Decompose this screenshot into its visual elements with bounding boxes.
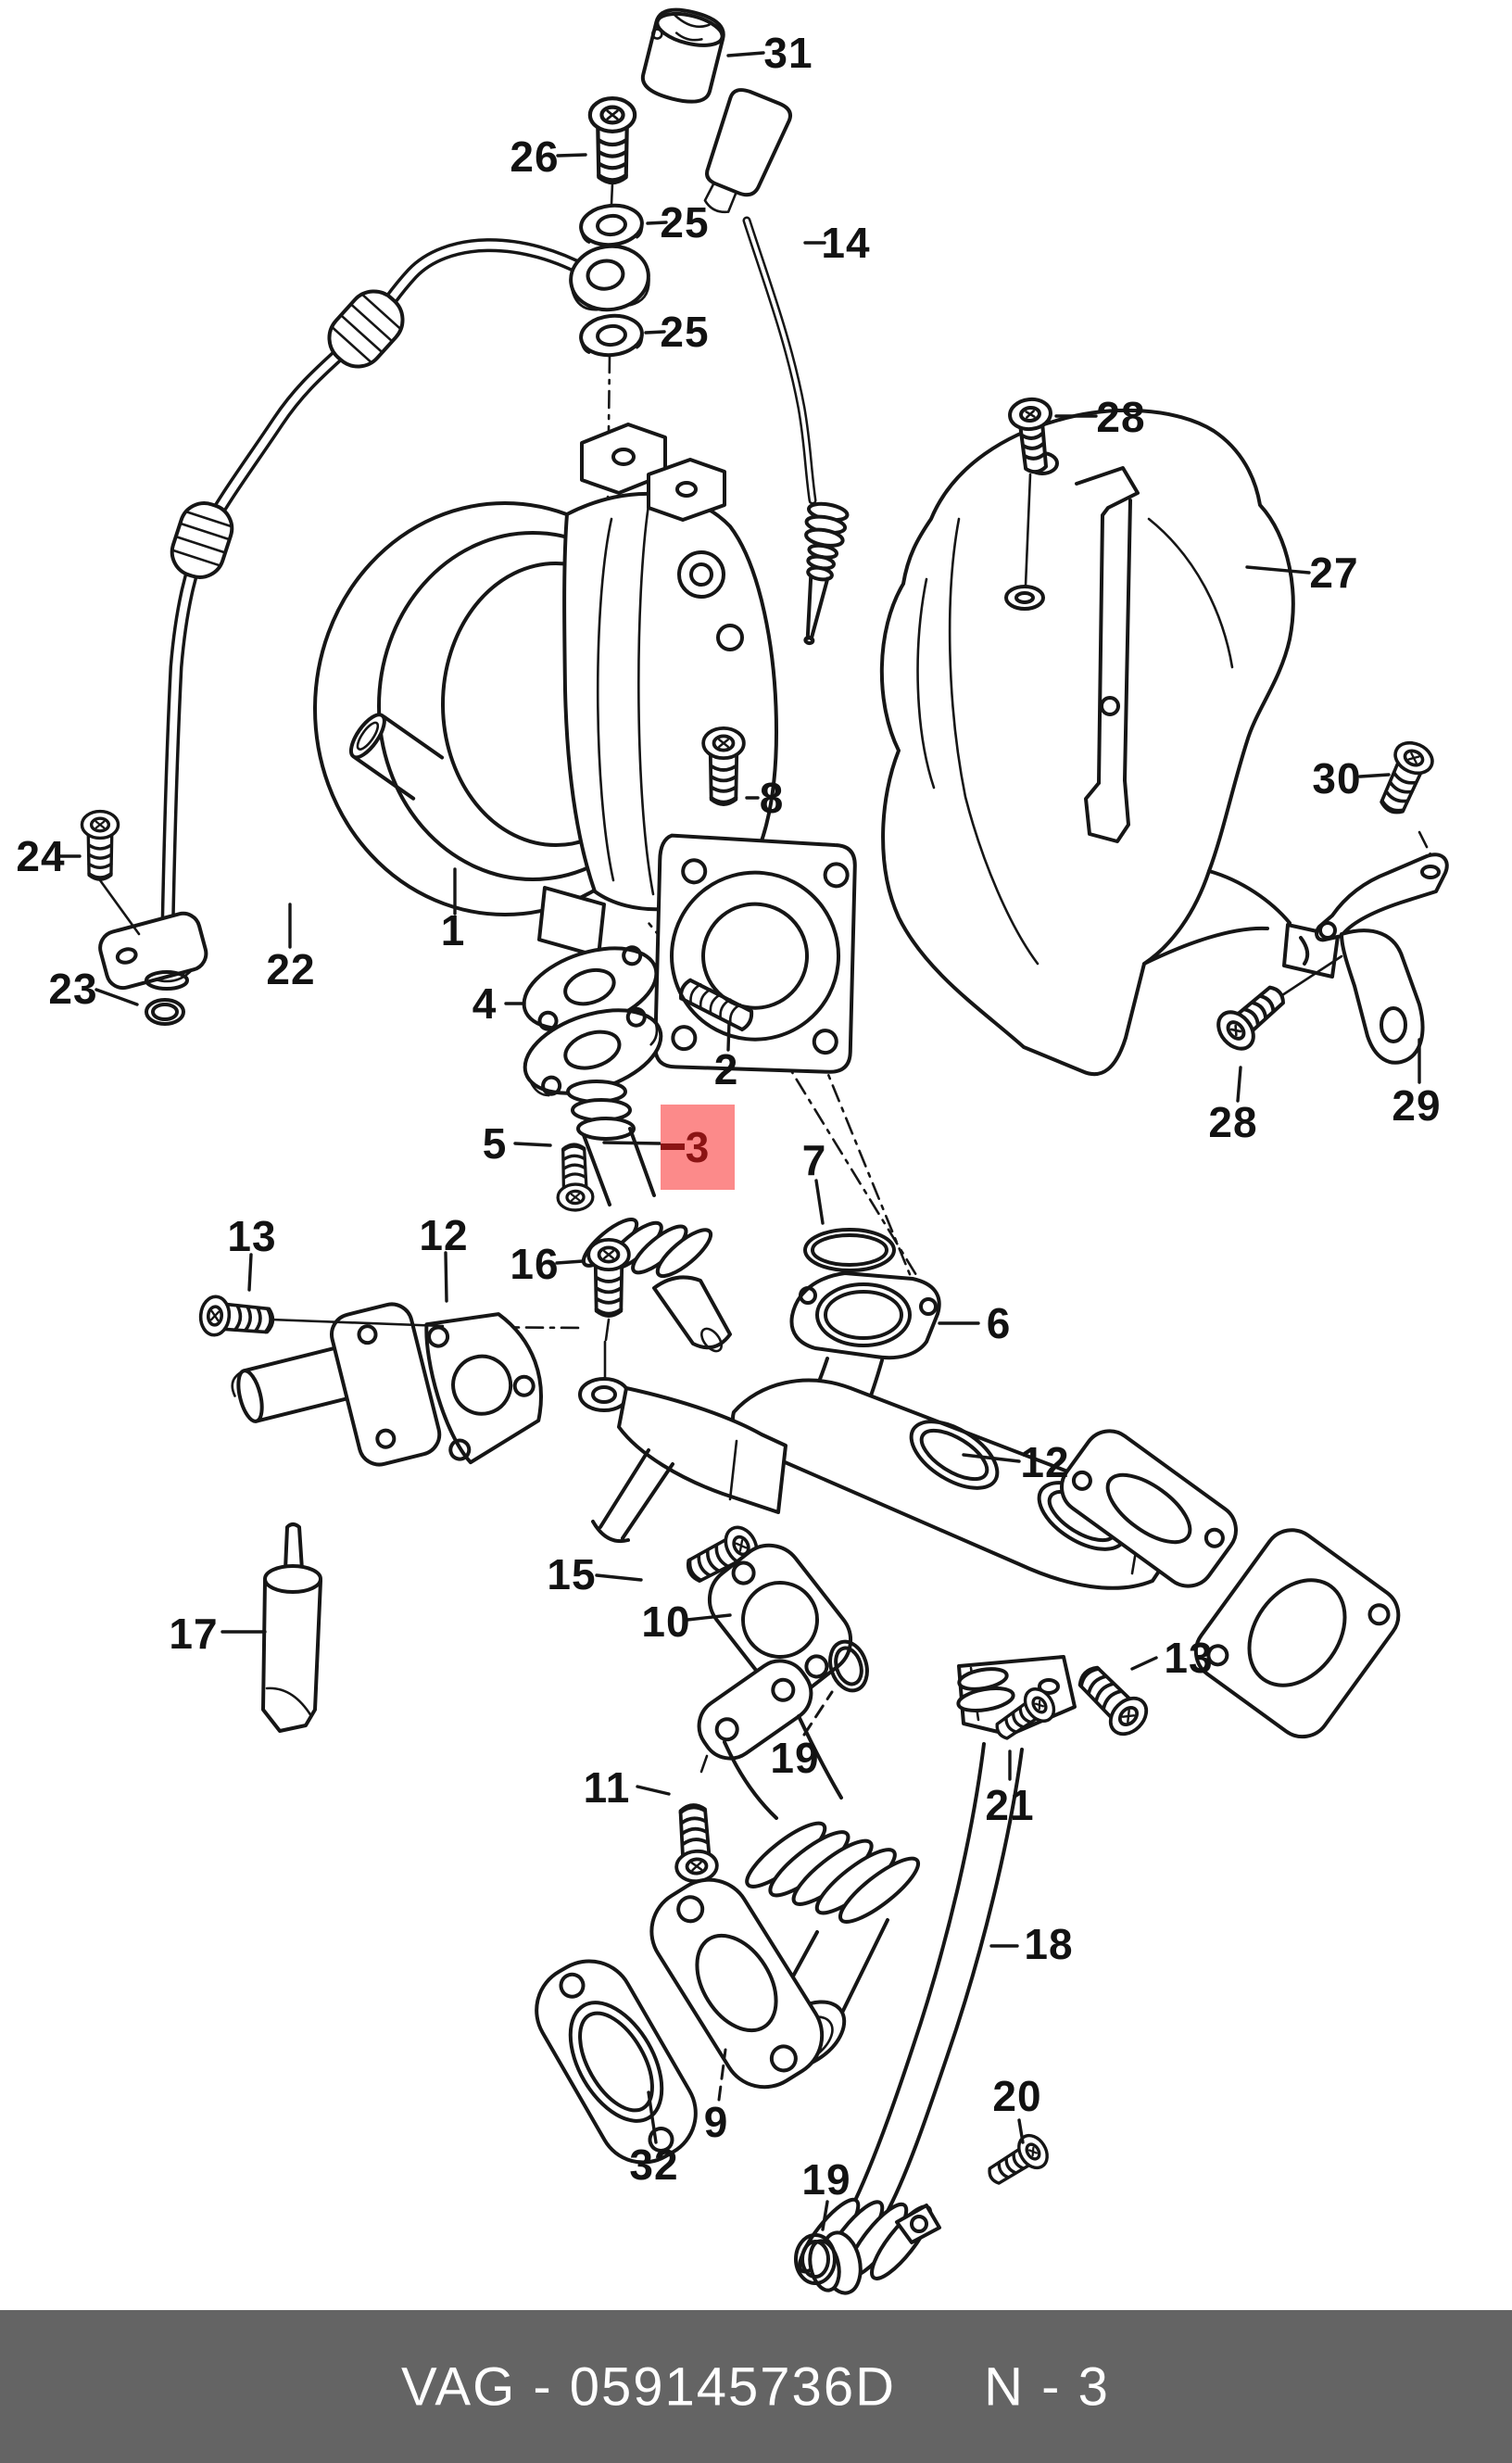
callout-3-18: 3	[661, 1105, 735, 1190]
callout-19-29: 19	[770, 1734, 820, 1782]
footer-bar	[0, 2310, 1512, 2463]
callout-25-4: 25	[660, 308, 710, 356]
callout-13-20: 13	[227, 1212, 277, 1260]
callout-14-3: 14	[821, 219, 871, 267]
callout-19-36: 19	[801, 2155, 851, 2204]
callout-5-17: 5	[482, 1119, 508, 1168]
page-number: N - 3	[984, 2356, 1110, 2417]
callout-13-28: 13	[1164, 1634, 1214, 1682]
callout-31-0: 31	[763, 29, 813, 77]
callout-22-11: 22	[266, 945, 316, 993]
callout-12-21: 12	[419, 1211, 469, 1259]
callout-1-10: 1	[440, 906, 466, 954]
callout-16-22: 16	[510, 1240, 560, 1288]
callout-4-13: 4	[472, 979, 498, 1028]
callout-25-2: 25	[660, 198, 710, 246]
callout-21-31: 21	[985, 1781, 1035, 1829]
callout-23-12: 23	[48, 965, 98, 1013]
callout-12-24: 12	[1020, 1438, 1070, 1486]
callout-9-34: 9	[703, 2098, 729, 2146]
callout-24-9: 24	[16, 832, 66, 880]
callout-11-30: 11	[583, 1763, 631, 1812]
callout-27-6: 27	[1309, 549, 1359, 597]
callout-6-23: 6	[986, 1299, 1012, 1347]
callout-32-35: 32	[629, 2141, 679, 2189]
callout-2-14: 2	[713, 1045, 739, 1093]
callout-30-7: 30	[1312, 754, 1362, 802]
callout-8-8: 8	[759, 774, 785, 822]
catalog-code: VAG - 059145736D	[401, 2356, 896, 2417]
callout-26-1: 26	[510, 133, 560, 181]
callout-10-26: 10	[641, 1598, 691, 1646]
callout-20-33: 20	[992, 2072, 1042, 2120]
callout-17-27: 17	[169, 1610, 219, 1658]
callout-29-15: 29	[1392, 1081, 1442, 1130]
callout-28-16: 28	[1208, 1098, 1258, 1146]
callout-18-32: 18	[1024, 1920, 1074, 1968]
callout-15-25: 15	[547, 1550, 597, 1598]
callout-28-5: 28	[1096, 393, 1146, 441]
callout-7-19: 7	[801, 1136, 827, 1184]
